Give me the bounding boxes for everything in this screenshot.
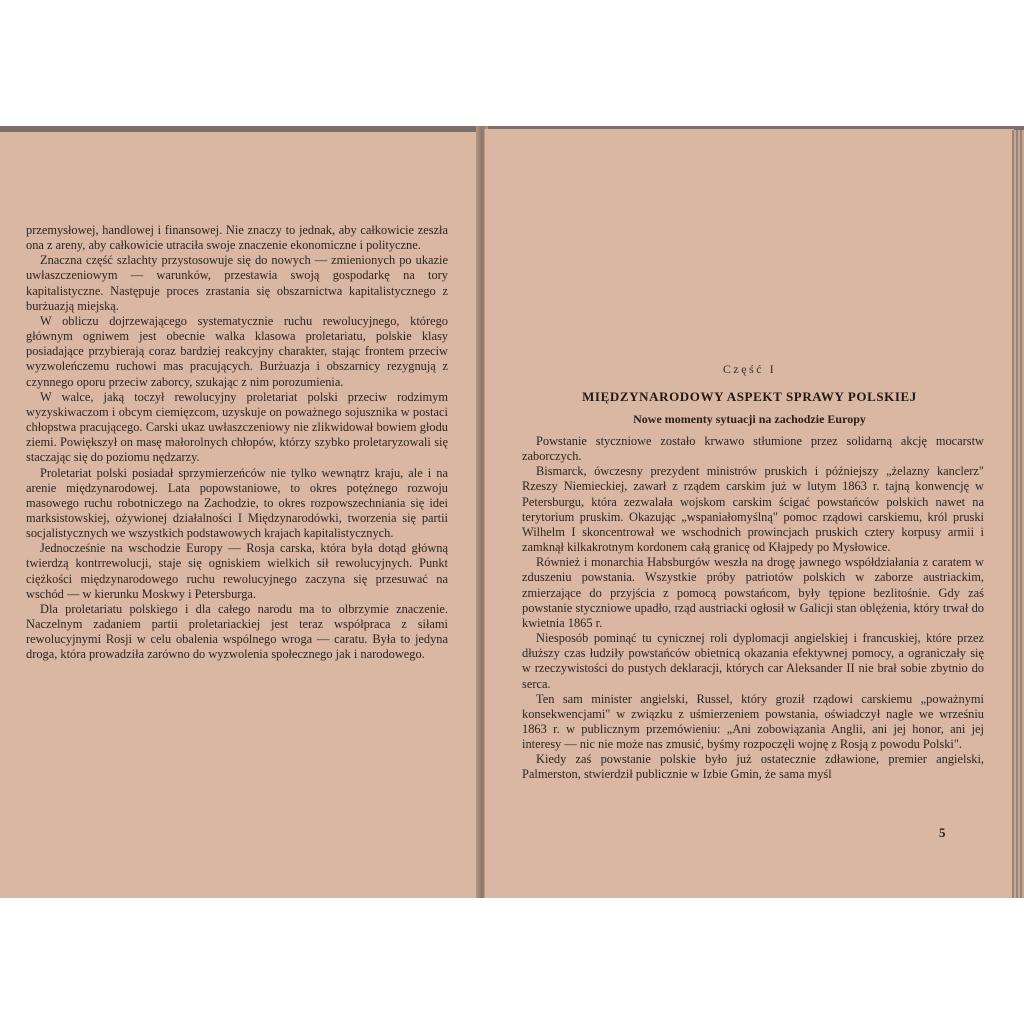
left-paragraph: przemysłowej, handlowej i finansowej. Nie znaczy to jednak, aby całkowicie zeszła ona z areny, aby całkowicie utraciła swoje znaczenie ekonomiczne i polityczne. xyxy=(26,223,448,253)
right-paragraph: Kiedy zaś powstanie polskie było już ostatecznie zdławione, premier angielski, Palmerston, stwierdził publicznie w Izbie Gmin, że sama myśl xyxy=(522,752,984,782)
right-page-text xyxy=(522,434,984,783)
left-paragraph: W walce, jaką toczył rewolucyjny proletariat polski przeciw rodzimym wyzyskiwaczom i obcym ciemięzcom, uzyskuje on poważnego sojusznika w postaci chłopstwa pracującego. Carski ukaz uwłaszczeniowy nie zlikwidował bowiem głodu ziemi. Powiększył on masę małorolnych chłopów, którzy szybko proletaryzowali się staczając się do poziomu nędzarzy. xyxy=(26,389,448,465)
left-paragraph: Proletariat polski posiadał sprzymierzeńców nie tylko wewnątrz kraju, ale i na arenie międzynarodowej. Lata popowstaniowe, to okres potężnego rozwoju masowego ruchu robotniczego na Zachodzie, to okres rozpowszechniania się idei marksistowskiej, ożywionej działalności I Międzynarodówki, tworzenia się partii socjalistycznych we wszystkich podstawowych krajach kapitalistycznych. xyxy=(26,465,448,541)
page-edges xyxy=(1012,130,1024,898)
left-paragraph: Dla proletariatu polskiego i dla całego narodu ma to olbrzymie znaczenie. Naczelnym zadaniem partii proletariackiej jest teraz współpraca z siłami rewolucyjnymi Rosji w celu obalenia wspólnego wroga — caratu. Była to jedyna droga, która prowadziła zarówno do wyzwolenia społecznego jak i narodowego. xyxy=(26,601,448,662)
right-paragraph: Ten sam minister angielski, Russel, który groził rządowi carskiemu „poważnymi konsekwencjami" w związku z uśmierzeniem powstania, oświadczył nagle we wrześniu 1863 r. w publicznym przemówieniu: „Ani zobowiązania Anglii, ani jej honor, ani jej interesy — nic nie może nas zmusić, byśmy rozpoczęli wojnę z Rosją z powodu Polski". xyxy=(522,691,984,752)
left-paragraph: Znaczna część szlachty przystosowuje się do nowych — zmienionych po ukazie uwłaszczeniowym — warunków, przestawia swoją gospodarkę na tory kapitalistyczne. Następuje proces zrastania się obszarnictwa kapitalistycznego z burżuazją miejską. xyxy=(26,253,448,313)
chapter-subtitle: Nowe momenty sytuacji na zachodzie Europy xyxy=(633,412,866,426)
left-page xyxy=(0,132,480,898)
left-paragraph: W obliczu dojrzewającego systematycznie ruchu rewolucyjnego, którego głównym ogniwem jest obecnie walka klasowa proletariatu, polskie klasy posiadające przybierają coraz bardziej reakcyjny charakter, stając frontem przeciw wyzwoleńczemu ruchowi mas pracujących. Burżuazja i obszarnicy rezygnują z czynnego oporu przeciw zaborcy, szukając z nim porozumienia. xyxy=(26,313,448,389)
right-paragraph: Powstanie styczniowe zostało krwawo stłumione przez solidarną akcję mocarstw zaborczych. xyxy=(522,434,984,464)
right-page xyxy=(484,129,1014,898)
right-paragraph: Również i monarchia Habsburgów weszła na drogę jawnego współdziałania z caratem w zduszeniu powstania. Wszystkie próby patriotów polskich w zaborze austriackim, zmierzające do przyjścia z pomocą powstańcom, były tępione bezlitośnie. Gdy zaś powstanie styczniowe upadło, rząd austriacki ogłosił w Galicji stan oblężenia, który trwał do kwietnia 1865 r. xyxy=(522,555,984,630)
open-book xyxy=(0,126,1024,898)
right-paragraph: Niesposób pominąć tu cynicznej roli dyplomacji angielskiej i francuskiej, które przez dłuższy czas łudziły powstańców obietnicą okazania efektywnej pomocy, a ograniczały się w rzeczywistości do pustych deklaracji, których car Aleksander II nie brał sobie zbytnio do serca. xyxy=(522,631,984,691)
chapter-title: MIĘDZYNARODOWY ASPEKT SPRAWY POLSKIEJ xyxy=(582,389,917,404)
left-paragraph: Jednocześnie na wschodzie Europy — Rosja carska, która była dotąd główną twierdzą kontrrewolucji, staje się ogniskiem wielkich sił rewolucyjnych. Punkt ciężkości międzynarodowego ruchu rewolucyjnego zaczyna się przesuwać na wschód — w kierunku Moskwy i Petersburga. xyxy=(26,541,448,601)
part-label: Część I xyxy=(722,362,777,376)
left-page-text xyxy=(26,223,448,663)
page-number: 5 xyxy=(939,825,946,840)
right-paragraph: Bismarck, ówczesny prezydent ministrów pruskich i późniejszy „żelazny kanclerz" Rzeszy Niemieckiej, zawarł z rządem carskim już w lutym 1863 r. tajną konwencję w Petersburgu, która zezwalała wojskom carskim ścigać powstańców polskich nawet na terytorium pruskim. Okazując „wspaniałomyślną" pomoc rządowi carskiemu, król pruski Wilhelm I skoncentrował we wschodnich prowincjach pruskich cztery korpusy armii i zamknął kilkakrotnym kordonem całą granicę od Kłajpedy po Mysłowice. xyxy=(522,464,984,555)
